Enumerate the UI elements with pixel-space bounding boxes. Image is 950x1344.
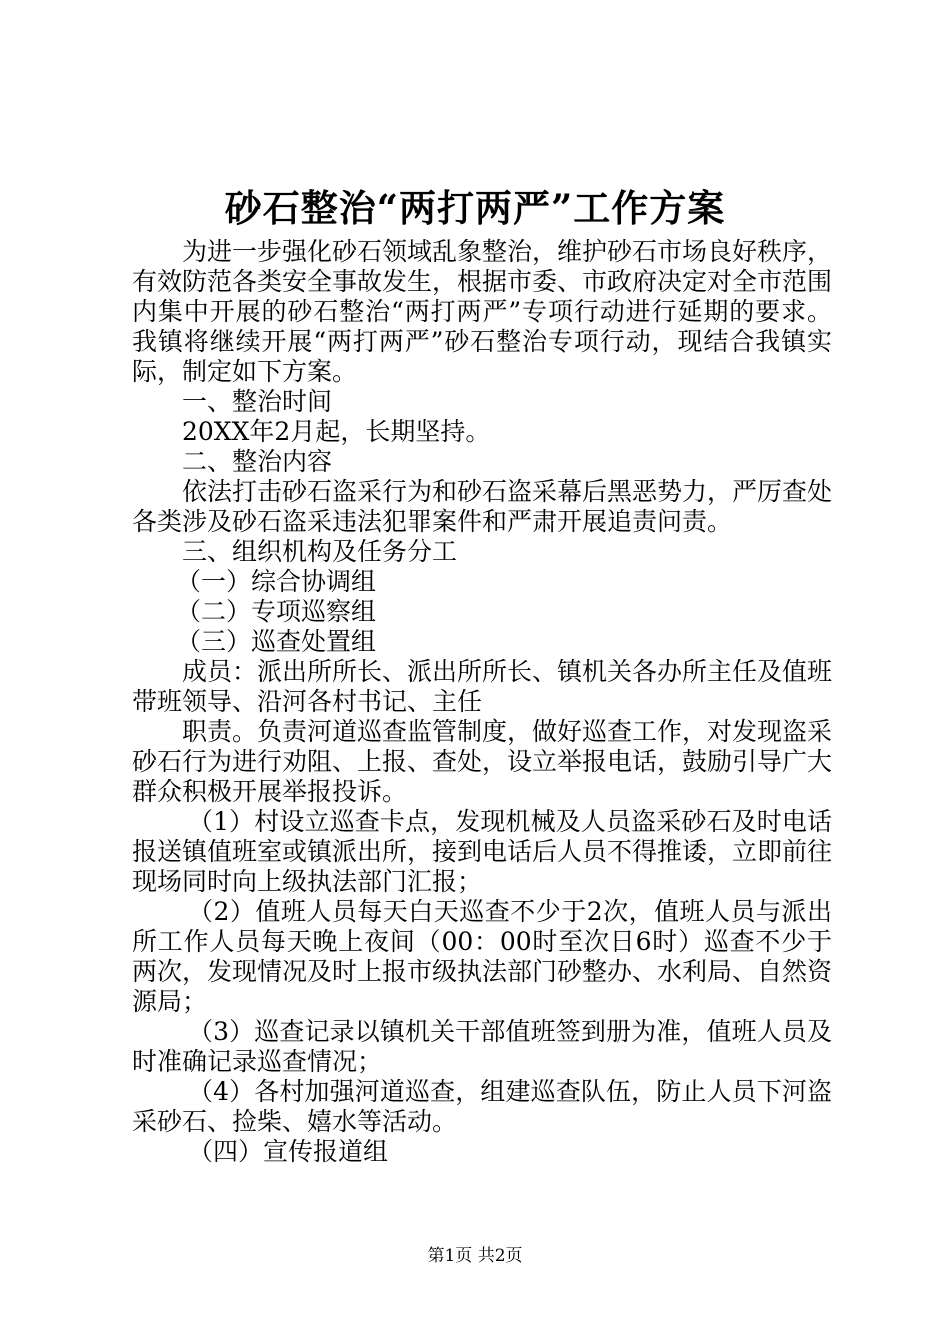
item-paragraph-3: （3）巡查记录以镇机关干部值班签到册为准，值班人员及时准确记录巡查情况； [132,1017,832,1076]
section-heading-time: 一、整治时间 [182,387,333,416]
item-paragraph-4: （4）各村加强河道巡查，组建巡查队伍，防止人员下河盗采砂石、捡柴、嬉水等活动。 [132,1077,832,1136]
page-footer: 第1页 共2页 [427,1246,523,1266]
section-heading-content: 二、整治内容 [182,447,333,476]
item-paragraph-2: （2）值班人员每天白天巡查不少于2次，值班人员与派出所工作人员每天晚上夜间（00：00时至次日6时）巡查不少于两次，发现情况及时上报市级执法部门砂整办、水利局、自然资源局； [132,897,833,1016]
section-heading-organization: 三、组织机构及任务分工 [182,537,458,566]
subsection-patrol: （三）巡查处置组 [176,627,377,656]
duties-paragraph: 职责。负责河道巡查监管制度，做好巡查工作，对发现盗采砂石行为进行劝阻、上报、查处，设立举报电话，鼓励引导广大群众积极开展举报投诉。 [132,717,833,806]
document-body [132,237,832,1167]
subsection-inspection: （二）专项巡察组 [176,597,377,626]
subsection-publicity: （四）宣传报道组 [188,1137,389,1166]
intro-paragraph: 为进一步强化砂石领域乱象整治，维护砂石市场良好秩序，有效防范各类安全事故发生，根据市委、市政府决定对全市范围内集中开展的砂石整治“两打两严”专项行动进行延期的要求。我镇将继续开展“两打两严”砂石整治专项行动，现结合我镇实际，制定如下方案。 [132,237,833,386]
time-paragraph: 20XX年2月起，长期坚持。 [182,417,491,446]
item-paragraph-1: （1）村设立巡查卡点，发现机械及人员盗采砂石及时电话报送镇值班室或镇派出所，接到电话后人员不得推诿，立即前往现场同时向上级执法部门汇报； [132,807,833,896]
content-paragraph: 依法打击砂石盗采行为和砂石盗采幕后黑恶势力，严厉查处各类涉及砂石盗采违法犯罪案件和严肃开展追责问责。 [132,477,833,536]
document-title: 砂石整治“两打两严”工作方案 [224,186,726,230]
subsection-coordination: （一）综合协调组 [176,567,377,596]
members-paragraph: 成员：派出所所长、派出所所长、镇机关各办所主任及值班带班领导、沿河各村书记、主任 [132,657,833,716]
